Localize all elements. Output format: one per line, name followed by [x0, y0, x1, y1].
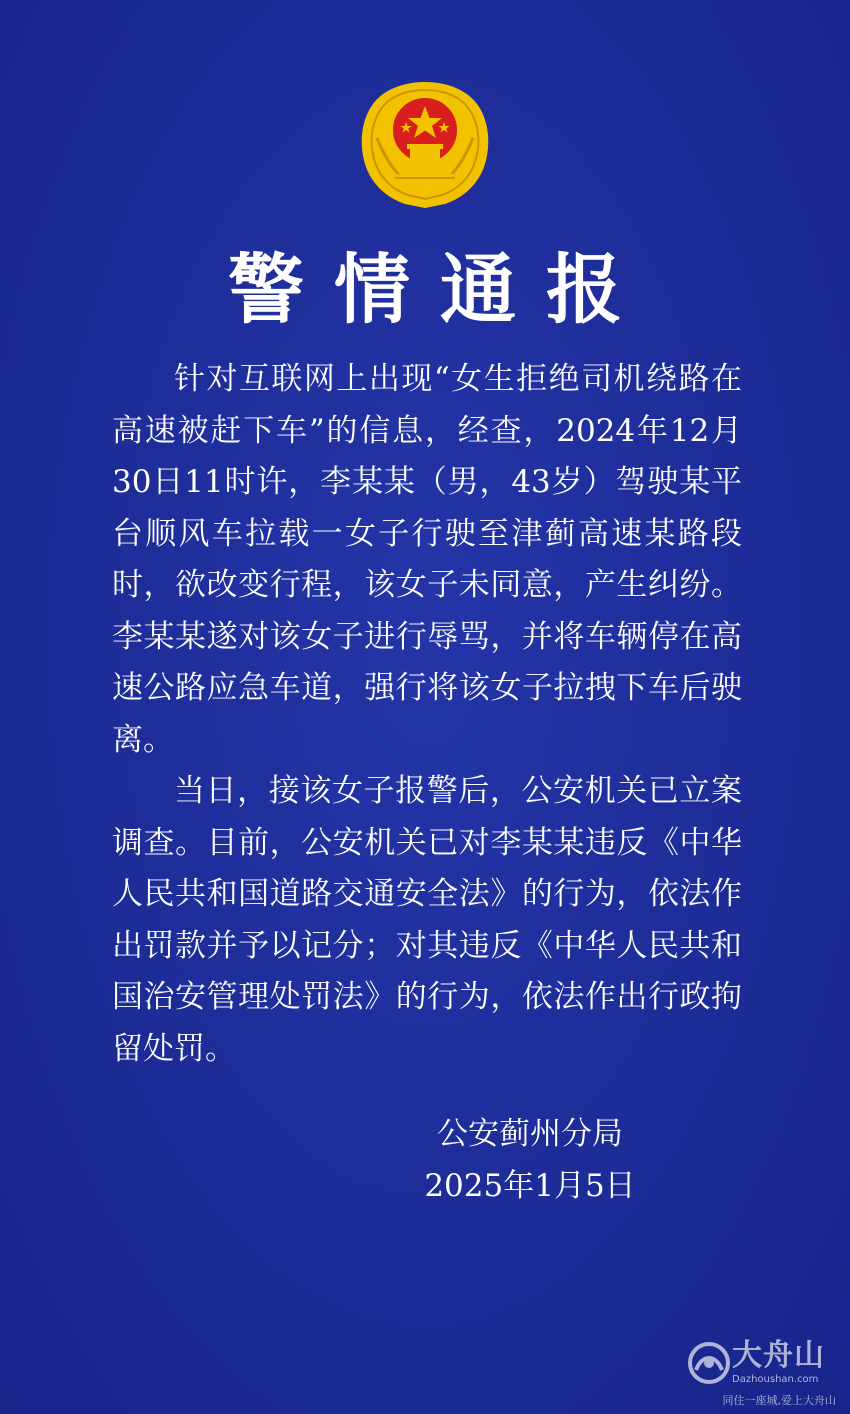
notice-title: 警情通报 — [228, 245, 652, 334]
notice-body — [112, 354, 742, 1075]
police-emblem-icon — [355, 78, 495, 210]
dazhoushan-logo-icon — [686, 1340, 732, 1386]
issue-date: 2025年1月5日 — [424, 1168, 636, 1204]
watermark-slogan: 同住一座城,爱上大舟山 — [722, 1394, 836, 1407]
paragraph: 当日，接该女子报警后，公安机关已立案调查。目前，公安机关已对李某某违反《中华人民共和国道路交通安全法》的行为，依法作出罚款并予以记分；对其违反《中华人民共和国治安管理处罚法》的行为，依法作出行政拘留处罚。 — [112, 773, 742, 1067]
watermark-brand: 大舟山 — [732, 1338, 825, 1373]
paragraph: 针对互联网上出现“女生拒绝司机绕路在高速被赶下车”的信息，经查，2024年12月30日11时许，李某某（男，43岁）驾驶某平台顺风车拉载一女子行驶至津蓟高速某路段时，欲改变行程，该女子未同意，产生纠纷。李某某遂对该女子进行辱骂，并将车辆停在高速公路应急车道，强行将该女子拉拽下车后驶离。 — [112, 361, 742, 758]
issuer: 公安蓟州分局 — [437, 1116, 623, 1152]
signoff — [400, 1108, 660, 1212]
watermark — [686, 1340, 836, 1410]
watermark-site: Dazhoushan.com — [732, 1374, 819, 1385]
